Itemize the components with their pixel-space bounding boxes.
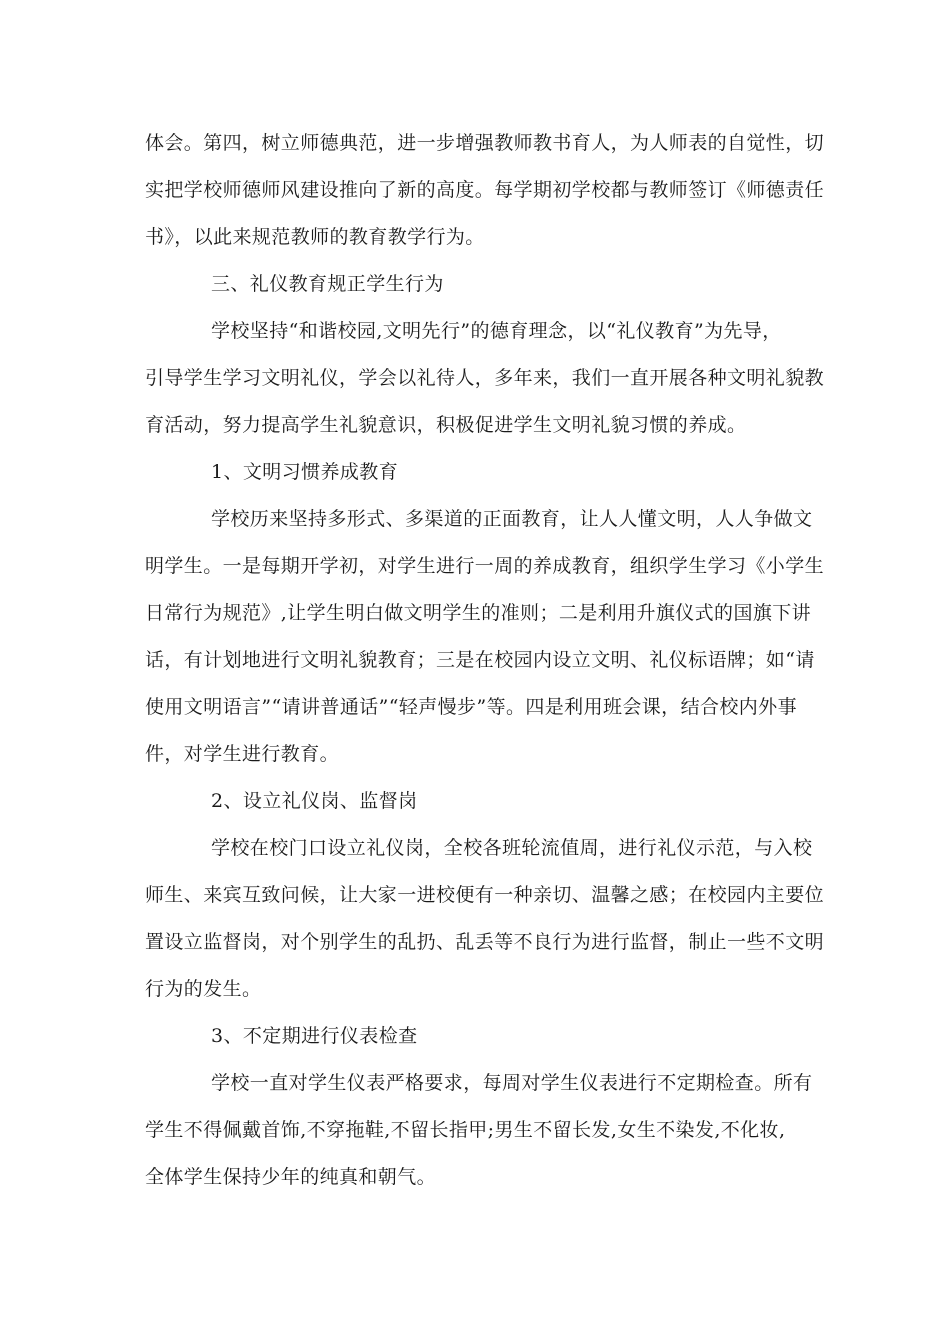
paragraph-line: 学生不得佩戴首饰,不穿拖鞋,不留长指甲;男生不留长发,女生不染发,不化妆, <box>145 1119 786 1141</box>
paragraph-line: 书》，以此来规范教师的教育教学行为。 <box>145 226 485 248</box>
paragraph-line: 置设立监督岗，对个别学生的乱扔、乱丢等不良行为进行监督，制止一些不文明 <box>145 931 825 953</box>
paragraph-line: 师生、来宾互致问候，让大家一进校便有一种亲切、温馨之感；在校园内主要位 <box>145 884 825 906</box>
paragraph-line: 件，对学生进行教育。 <box>145 743 340 765</box>
paragraph-line: 行为的发生。 <box>145 978 262 1000</box>
paragraph-line: 使用文明语言”“请讲普通话”“轻声慢步”等。四是利用班会课，结合校内外事 <box>145 696 797 718</box>
paragraph-line: 日常行为规范》,让学生明白做文明学生的准则；二是利用升旗仪式的国旗下讲 <box>145 602 812 624</box>
paragraph-line: 育活动，努力提高学生礼貌意识，积极促进学生文明礼貌习惯的养成。 <box>145 414 747 436</box>
paragraph-line: 引导学生学习文明礼仪，学会以礼待人，多年来，我们一直开展各种文明礼貌教 <box>145 367 825 389</box>
paragraph-line: 学校坚持“和谐校园,文明先行”的德育理念，以“礼仪教育”为先导， <box>211 320 782 342</box>
body-text <box>145 120 825 1201</box>
paragraph-line: 学校一直对学生仪表严格要求，每周对学生仪表进行不定期检查。所有 <box>211 1072 813 1094</box>
paragraph-line: 学校历来坚持多形式、多渠道的正面教育，让人人懂文明，人人争做文 <box>211 508 813 530</box>
subsection-heading: 3、不定期进行仪表检查 <box>211 1025 418 1047</box>
paragraph-line: 全体学生保持少年的纯真和朝气。 <box>145 1166 437 1188</box>
paragraph-line: 话，有计划地进行文明礼貌教育；三是在校园内设立文明、礼仪标语牌；如“请 <box>145 649 815 671</box>
subsection-heading: 1、文明习惯养成教育 <box>211 461 399 483</box>
paragraph-line: 实把学校师德师风建设推向了新的高度。每学期初学校都与教师签订《师德责任 <box>145 179 825 201</box>
paragraph-line: 学校在校门口设立礼仪岗，全校各班轮流值周，进行礼仪示范，与入校 <box>211 837 813 859</box>
subsection-heading: 2、设立礼仪岗、监督岗 <box>211 790 418 812</box>
paragraph-line: 明学生。一是每期开学初，对学生进行一周的养成教育，组织学生学习《小学生 <box>145 555 825 577</box>
paragraph-line: 体会。第四，树立师德典范，进一步增强教师教书育人，为人师表的自觉性，切 <box>145 132 825 154</box>
section-heading: 三、礼仪教育规正学生行为 <box>211 273 444 295</box>
